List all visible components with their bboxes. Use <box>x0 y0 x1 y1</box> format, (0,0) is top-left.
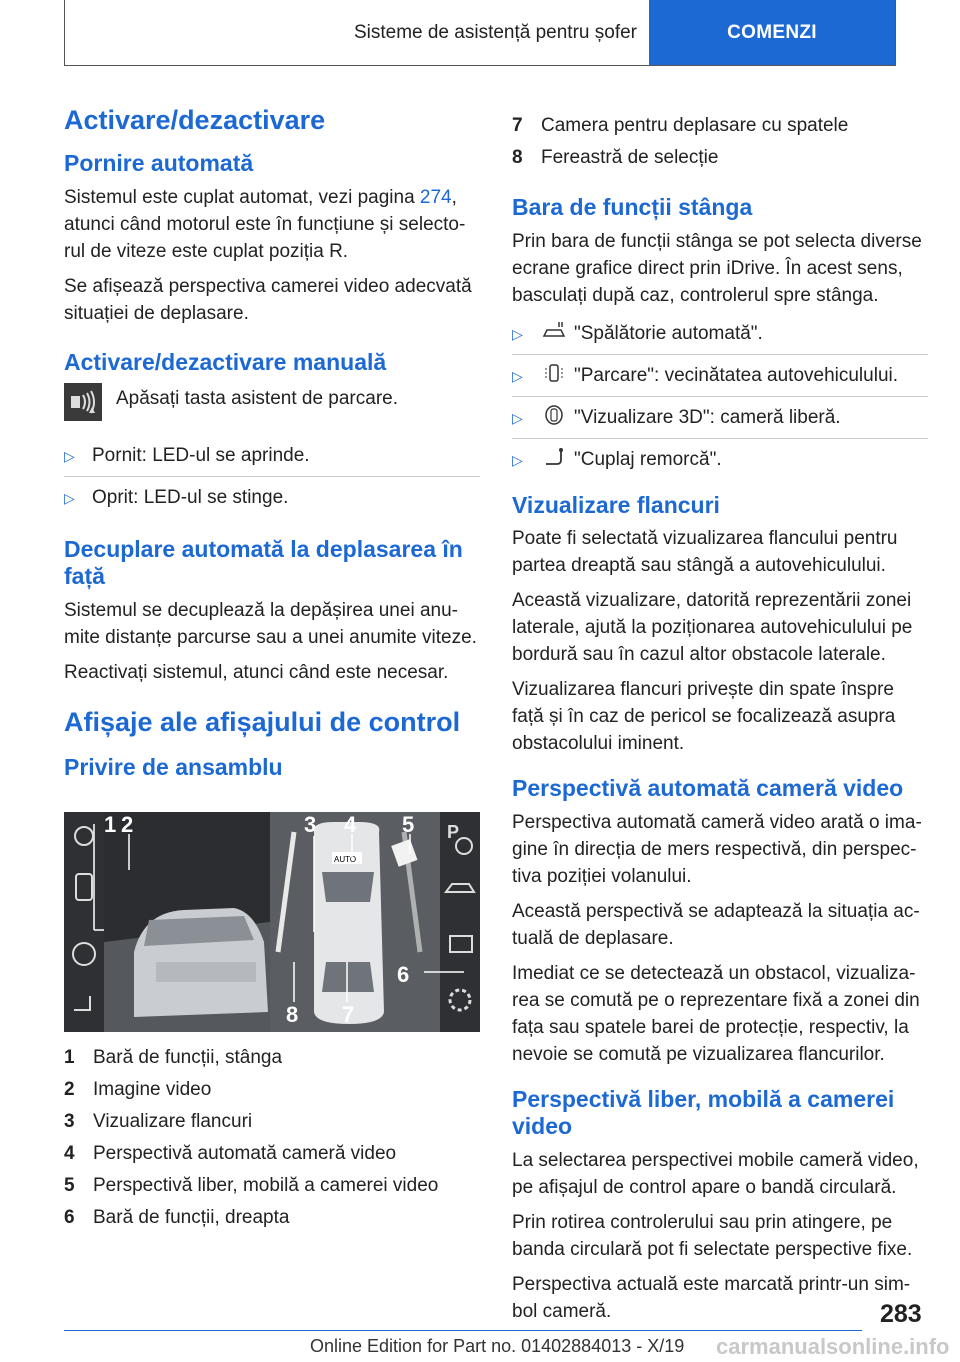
paragraph-free-persp-3: Perspectiva actuală este marcată printr-un simbol cameră. <box>512 1273 911 1322</box>
figure-label-2: 2 <box>121 811 134 837</box>
triangle-bullet-icon: ▷ <box>512 409 523 426</box>
page-link[interactable]: 274 <box>419 186 452 208</box>
figure-label-7: 7 <box>342 1001 355 1027</box>
figure-label-8: 8 <box>286 1001 299 1027</box>
legend-item: 8 Fereastră de selecție <box>512 147 719 168</box>
triangle-bullet-icon: ▷ <box>512 451 523 468</box>
park-assist-button-icon <box>64 383 102 421</box>
figure-label-3: 3 <box>304 811 317 837</box>
triangle-bullet-icon: ▷ <box>512 325 523 342</box>
paragraph-perspective: Se afișează perspectiva camerei video adecvată situației de deplasare. <box>64 275 472 324</box>
paragraph-flank-3: Vizualizarea flancuri privește din spate înspre față și în caz de pericol se focalizează asupra obstacolului iminent. <box>512 679 896 755</box>
legend-item: 3 Vizualizare flancuri <box>64 1110 253 1132</box>
trailer-hitch-icon <box>540 446 568 468</box>
watermark: carmanualsonline.info <box>716 1334 950 1359</box>
figure-label-6: 6 <box>397 961 410 987</box>
heading-auto-off: Decuplare automată la deplasarea în față <box>64 535 463 590</box>
legend-item: 7 Camera pentru deplasare cu spatele <box>512 115 849 136</box>
heading-flank: Vizualizare flancuri <box>512 491 720 518</box>
left-column <box>64 98 480 1234</box>
triangle-bullet-icon: ▷ <box>512 367 523 384</box>
triangle-bullet-icon: ▷ <box>64 447 75 464</box>
heading-auto-start: Pornire automată <box>64 150 254 177</box>
paragraph-flank-1: Poate fi selectată vizualizarea flancului pentru partea dreaptă sau stângă a autovehiculului. <box>512 528 898 577</box>
paragraph-reactivate: Reactivați sistemul, atunci când este necesar. <box>64 661 449 683</box>
list-item: ▷ "Spălătorie automată". <box>512 317 928 355</box>
legend-item: 1 Bară de funcții, stânga <box>64 1046 283 1068</box>
figure-label-4: 4 <box>344 811 357 837</box>
paragraph-auto-persp-1: Perspectiva automată cameră video arată o imagine în direcția de mers respectivă, din perspectiva poziției volanului. <box>512 811 922 887</box>
control-display-figure <box>64 812 480 1032</box>
heading-manual: Activare/dezactivare manuală <box>64 348 387 375</box>
list-item: ▷ Pornit: LED-ul se aprinde. <box>64 439 480 477</box>
parking-icon <box>540 362 568 384</box>
paragraph-auto-persp-2: Această perspectivă se adaptează la situația actuală de deplasare. <box>512 900 920 949</box>
paragraph-left-bar: Prin bara de funcții stânga se pot selecta diverse ecrane grafice direct prin iDrive. În acest sens, basculați după caz, controlerul spre stânga. <box>512 230 922 306</box>
footer-divider <box>64 1330 862 1331</box>
display-illustration <box>64 812 480 1032</box>
3d-view-icon <box>540 404 568 426</box>
paragraph-auto-off: Sistemul se decuplează la depășirea unei anumite distanțe parcurse sau a unei anumite viteze. <box>64 599 477 648</box>
paragraph-auto-persp-3: Imediat ce se detectează un obstacol, vizualizarea se comută pe o reprezentare fixă a zonei din fața sau spatele barei de protecție, respectiv, la nevoie se comută pe vizualizarea flancurilor. <box>512 962 920 1065</box>
list-item: ▷ "Vizualizare 3D": cameră liberă. <box>512 401 928 439</box>
paragraph-free-persp-1: La selectarea perspectivei mobile cameră video, pe afișajul de control apare o bandă circulară. <box>512 1149 919 1198</box>
section-title: Sisteme de asistență pentru șofer <box>353 21 637 43</box>
parking-button-instruction <box>64 383 480 421</box>
list-item: ▷ Oprit: LED-ul se stinge. <box>64 481 480 518</box>
list-item: ▷ "Cuplaj remorcă". <box>512 443 928 480</box>
button-text: Apăsați tasta asistent de parcare. <box>116 387 398 409</box>
legend-item: 2 Imagine video <box>64 1078 212 1100</box>
heading-free-perspective: Perspectivă liber, mobilă a camerei video <box>512 1085 895 1140</box>
right-column <box>512 110 928 1333</box>
edition-text: Online Edition for Part no. 01402884013 - X/19 <box>310 1336 685 1356</box>
heading-auto-perspective: Perspectivă automată cameră video <box>512 775 904 802</box>
legend-item: 6 Bară de funcții, dreapta <box>64 1206 290 1228</box>
car-wash-icon <box>540 320 568 340</box>
legend-item: 4 Perspectivă automată cameră video <box>64 1142 397 1164</box>
chapter-tab[interactable]: COMENZI <box>649 0 895 65</box>
legend-item: 5 Perspectivă liber, mobilă a camerei video <box>64 1174 439 1196</box>
triangle-bullet-icon: ▷ <box>64 489 75 506</box>
page-header <box>64 0 896 66</box>
heading-activation: Activare/dezactivare <box>64 105 326 135</box>
list-item: ▷ "Parcare": vecinătatea autovehiculului. <box>512 359 928 397</box>
heading-left-bar: Bara de funcții stânga <box>512 194 753 220</box>
paragraph-flank-2: Această vizualizare, datorită reprezentării zonei laterale, ajută la poziționarea autovehiculului pe bordură sau în cazul altor obstacole laterale. <box>512 590 913 666</box>
figure-label-1: 1 <box>104 811 117 837</box>
heading-overview: Privire de ansamblu <box>64 754 283 781</box>
heading-displays: Afișaje ale afișajului de control <box>64 706 461 737</box>
svg-text:AUTO: AUTO <box>334 854 357 864</box>
page-number: 283 <box>880 1300 922 1328</box>
paragraph-free-persp-2: Prin rotirea controlerului sau prin atingere, pe banda circulară pot fi selectate perspective fixe. <box>512 1211 913 1260</box>
svg-text:P: P <box>447 821 460 842</box>
figure-label-5: 5 <box>402 811 415 837</box>
paragraph-auto-start: Sistemul este cuplat automat, vezi pagina 274, atunci când motorul este în funcțiune și selectorul de viteze este cuplat poziția R. <box>64 186 466 262</box>
